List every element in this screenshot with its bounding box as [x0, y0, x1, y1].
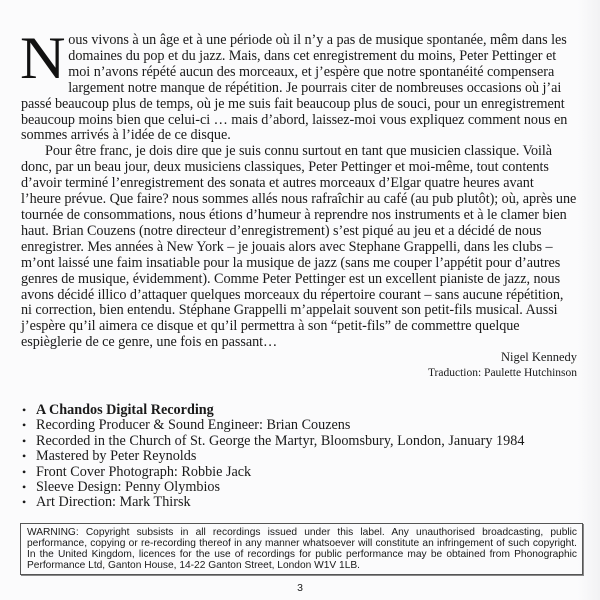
signature-block [428, 350, 577, 381]
author-name: Nigel Kennedy [500, 350, 577, 364]
credit-item: • Mastered by Peter Reynolds [22, 448, 197, 465]
paragraph-1-text: ous vivons à un âge et à une période où il n’y a pas de musique spontanée, mêm dans les domaines du pop et du jazz. Mais, dans cet enregistrement du moins, Peter Pettinger et moi n’avons répété aucun des morceaux, et j’espère que notre spontanéité compensera largement notre manque de répétition. Je pourrais citer de nombreuses occasions où j’ai passé beaucoup plus de temps, où je me suis fait beaucoup plus de souci, pour un enregistrement beaucoup moins bien que celui-ci … mais d’abord, laissez-moi vous expliquez comment nous en sommes arrivés à l’idée de ce disque. [21, 32, 568, 144]
bullet-icon: • [22, 480, 27, 495]
copyright-warning: WARNING: Copyright subsists in all recordings issued under this label. Any unauthorised broadcasting, public performance, copying or re-recording thereof in any manner whatsoever will constitute an infringement of such copyright. In the United Kingdom, licences for the use of recordings for public performance may be obtained from Phonographic Performance Ltd, Ganton House, 14-22 Ganton Street, London W1V 1LB. [20, 523, 583, 575]
translator-credit: Traduction: Paulette Hutchinson [427, 367, 577, 379]
drop-cap: N [20, 25, 66, 91]
credit-item: • Recording Producer & Sound Engineer: Brian Couzens [22, 417, 351, 434]
bullet-icon: • [22, 449, 27, 464]
credit-item: • A Chandos Digital Recording [22, 402, 214, 418]
liner-notes-article [20, 25, 577, 351]
page-edge-shadow [578, 0, 600, 600]
paragraph-2: Pour être franc, je dois dire que je suis connu surtout en tant que musicien classique. Voilà donc, par un beau jour, deux musiciens classiques, Peter Pettinger et moi-même, tout contents d’avoir terminé l’enregistrement des sonata et autres morceaux d’Elgar quatre heures avant l’heure prévue. Que faire? nous sommes allés nous rafraîchir au café (au pub plutôt); où, après une tournée de consommations, nous étions d’humeur à reprendre nos instruments et à le clamer bien haut. Brian Couzens (notre directeur d’enregistrement) s’est piqué au jeu et a décidé de nous enregistrer. Mes années à New York – je jouais alors avec Stephane Grappelli, dans les clubs – m’ont laissé une faim insatiable pour la musique de jazz (sans me couper l’appétit pour d’autres genres de musique, évidemment). Comme Peter Pettinger est un excellent pianiste de jazz, nous avons décidé illico d’attaquer quelques morceaux du répertoire courant – sans aucune répétition, ni correction, bien entendu. Stéphane Grappelli m’appelait souvent son petit-fils musical. Aussi j’espère qu’il aimera ce disque et qu’il permettra à son “petit-fils” de commettre quelque espièglerie de ce genre, une fois en passant… [21, 143, 577, 351]
credit-item: • Front Cover Photograph: Robbie Jack [22, 463, 252, 480]
recording-credits-list [22, 403, 524, 511]
bullet-icon: • [22, 495, 27, 510]
credit-item: • Recorded in the Church of St. George the Martyr, Bloomsbury, London, January 1984 [22, 432, 525, 449]
bullet-icon: • [22, 418, 27, 433]
paragraph-1 [20, 25, 577, 144]
page-number: 3 [297, 582, 303, 594]
bullet-icon: • [22, 464, 27, 479]
bullet-icon: • [22, 403, 27, 417]
credit-item: • Art Direction: Mark Thirsk [22, 494, 191, 511]
credit-item: • Sleeve Design: Penny Olymbios [22, 479, 221, 496]
bullet-icon: • [22, 433, 27, 448]
